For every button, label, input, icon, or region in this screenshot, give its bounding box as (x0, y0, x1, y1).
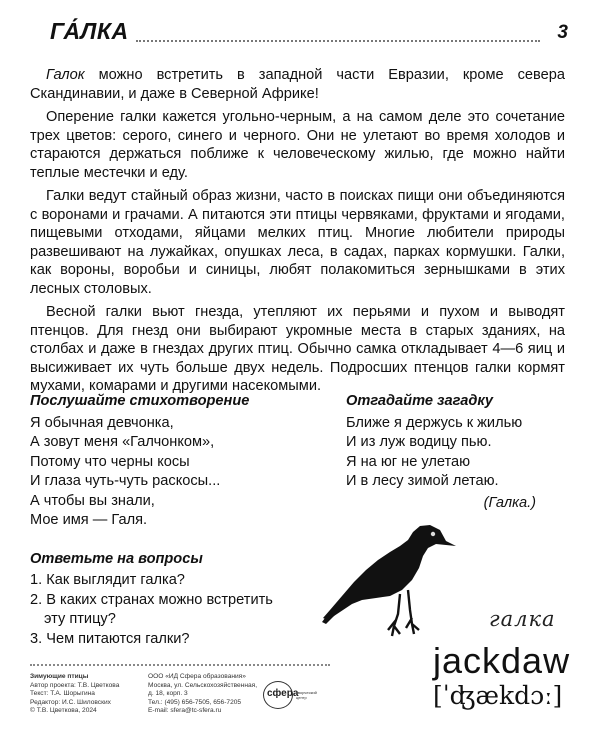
publisher-line: Тел.: (495) 656-7505, 656-7205 (148, 698, 242, 706)
publisher-line: Москва, ул. Сельскохозяйственная, (148, 681, 258, 689)
poem-heading: Послушайте стихотворение (30, 393, 250, 409)
riddle-line: И в лесу зимой летаю. (346, 473, 499, 489)
poem-line: Потому что черны косы (30, 453, 190, 470)
paragraph-3: Галки ведут стайный образ жизни, часто в поисках пищи они объединяются с воронами и грачами. А питаются эти птицы червяками, фруктами и ягодами, пищевыми отходами, яйцами мелких птиц. Многие любители природы развешивают на лужайках, опушках леса, в садах, парках кормушки. Галки, как вороны, воробьи и синицы, любят полакомиться зернышками в этих лесных столовых. (30, 188, 565, 297)
question-item: 2. В каких странах можно встретить (30, 591, 273, 608)
footer-credits (30, 673, 119, 716)
footer-publisher (148, 673, 257, 716)
publisher-line: ООО «ИД Сфера образования» (148, 673, 246, 680)
poem-line: И глаза чуть-чуть раскосы... (30, 473, 221, 489)
poem-line: А зовут меня «Галчонком», (30, 434, 215, 450)
riddle-line: И из луж водицу пью. (346, 434, 492, 450)
credit-line: © Т.В. Цветкова, 2024 (30, 707, 97, 715)
footer-dotted-rule (30, 664, 330, 666)
left-column (30, 392, 290, 649)
credit-line: Текст: Т.А. Шорыгина (30, 690, 95, 698)
poem-line: Мое имя — Галя. (30, 512, 148, 528)
publisher-line: д. 18, корп. 3 (148, 690, 188, 698)
paragraph-first-word: Галок (46, 67, 85, 83)
english-word: jackdaw (433, 640, 571, 681)
riddle-heading: Отгадайте загадку (346, 393, 494, 409)
riddle-column (346, 392, 566, 513)
publisher-line: E-mail: sfera@tc-sfera.ru (148, 707, 222, 715)
article-body (30, 66, 565, 396)
paragraph-1 (30, 66, 565, 103)
page-title: ГА́ЛКА (50, 18, 129, 44)
page-header (50, 18, 570, 50)
question-item: 3. Чем питаются галки? (30, 630, 190, 647)
question-item: 1. Как выглядит галка? (30, 572, 185, 588)
credit-line: Автор проекта: Т.В. Цветкова (30, 681, 120, 689)
poem-line: Я обычная девчонка, (30, 414, 174, 431)
question-item-continued: эту птицу? (44, 611, 116, 627)
paragraph-text: можно встретить в западной части Евразии, кроме севера Скандинавии, и даже в Северной Африке! (30, 67, 565, 102)
riddle-answer: (Галка.) (483, 494, 536, 511)
riddle-line: Я на юг не улетаю (346, 453, 471, 470)
questions-block (30, 550, 290, 650)
poem-line: А чтобы вы знали, (30, 492, 155, 509)
logo-text: сфера (267, 688, 299, 699)
paragraph-2: Оперение галки кажется угольно-черным, а на самом деле это сочетание трех цветов: серого, синего и черного. Они не улетают во время холодов и стараются держаться поближе к человеческому жилью, где можно найти теплые местечки и еду. (30, 109, 565, 181)
russian-word-cursive: галка (489, 607, 556, 631)
credit-line: Редактор: И.С. Шиловских (30, 698, 111, 706)
publisher-logo (263, 681, 327, 709)
transcription: [ˈʤækdɔː] (433, 681, 563, 710)
questions-heading: Ответьте на вопросы (30, 550, 203, 567)
paragraph-4: Весной галки вьют гнезда, утепляют их перьями и пухом и выводят птенцов. Для гнезд они выбирают укромные места в старых зданиях, на столбах и даже в гнездах других птиц. Обычно самка откладывает 4—6 яиц и высиживает их чуть больше двух недель. Подросших птенцов галки кормят мухами, комарами и другими насекомыми. (30, 304, 565, 394)
jackdaw-silhouette-icon (320, 508, 470, 640)
series-title: Зимующие птицы (30, 673, 89, 680)
page-number: 3 (557, 22, 568, 43)
header-dotted-rule (136, 40, 540, 42)
logo-subtitle: творческий центр (296, 690, 317, 700)
riddle-line: Ближе я держусь к жилью (346, 414, 523, 431)
